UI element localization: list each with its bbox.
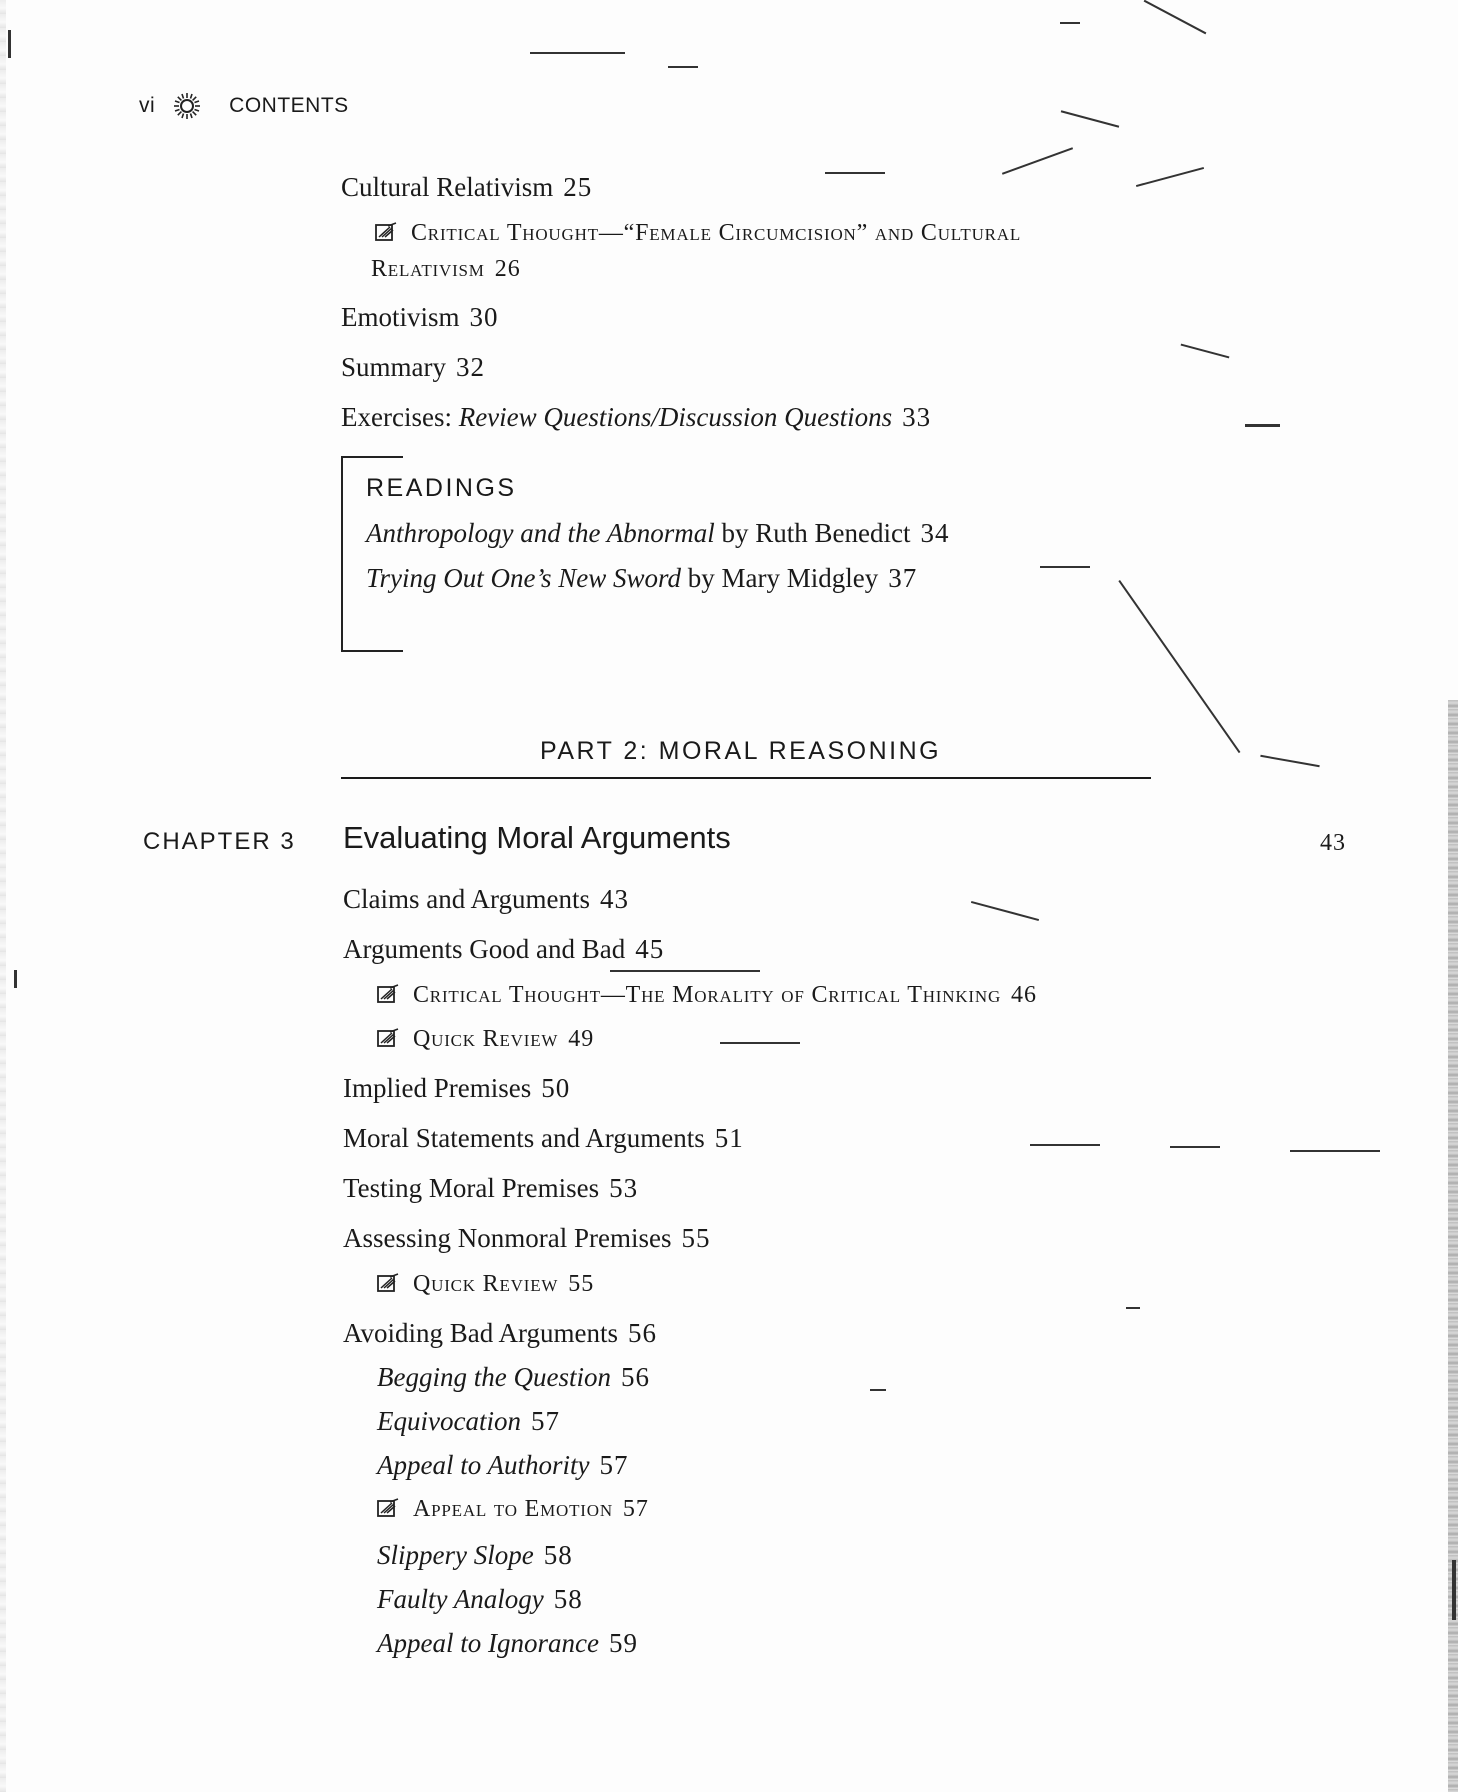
toc-entry-page: 49 — [568, 1026, 595, 1052]
part-title: PART 2: MORAL REASONING — [540, 737, 942, 765]
toc-subentry — [377, 1406, 560, 1437]
toc-subentry — [377, 1628, 638, 1659]
reading-item — [366, 563, 917, 594]
toc-entry-page: 58 — [553, 1584, 583, 1614]
toc-entry — [343, 1123, 744, 1154]
toc-subentry — [377, 1362, 650, 1393]
scan-noise — [1181, 344, 1230, 359]
reading-title: Trying Out One’s New Sword — [366, 563, 682, 593]
scan-noise — [8, 30, 11, 58]
toc-entry-title: Appeal to Emotion — [413, 1496, 613, 1522]
toc-entry — [343, 884, 629, 915]
chapter-title: Evaluating Moral Arguments — [343, 820, 731, 855]
toc-entry-page: 46 — [1011, 982, 1038, 1008]
reading-page: 34 — [920, 518, 950, 548]
scan-noise — [870, 1389, 886, 1391]
header-section-title: CONTENTS — [229, 94, 349, 117]
reading-title: Anthropology and the Abnormal — [366, 518, 715, 548]
feature-box-icon — [377, 1028, 399, 1048]
toc-entry-title: Emotivism — [341, 302, 460, 332]
reading-page: 37 — [888, 563, 918, 593]
toc-entry — [343, 1318, 657, 1349]
toc-entry-title: Cultural Relativism — [341, 172, 554, 202]
scan-noise — [1136, 167, 1204, 187]
toc-entry-title-prefix: Exercises: — [341, 402, 452, 432]
scan-noise — [1061, 110, 1119, 127]
toc-entry-page: 26 — [494, 256, 521, 282]
toc-entry-title: Appeal to Authority — [377, 1450, 590, 1480]
toc-subentry — [377, 1450, 628, 1481]
toc-entry-page: 55 — [568, 1271, 595, 1297]
scan-noise — [1245, 424, 1280, 427]
chapter-page-number: 43 — [1320, 830, 1346, 856]
toc-subentry-boxed — [377, 982, 1037, 1009]
toc-entry-page: 57 — [530, 1406, 560, 1436]
toc-subentry-boxed — [377, 1026, 594, 1053]
toc-entry-page: 56 — [620, 1362, 650, 1392]
toc-entry-title: Slippery Slope — [377, 1540, 534, 1570]
scan-edge-right — [1448, 700, 1458, 1792]
feature-box-icon — [375, 222, 397, 242]
toc-entry-title: Begging the Question — [377, 1362, 611, 1392]
toc-entry-title: Faulty Analogy — [377, 1584, 544, 1614]
toc-subentry-boxed — [377, 1271, 594, 1298]
toc-entry-page: 45 — [635, 934, 665, 964]
scan-edge-left — [0, 0, 6, 1792]
scan-noise — [1144, 0, 1207, 34]
toc-subentry — [377, 1540, 573, 1571]
toc-entry-page: 59 — [608, 1628, 638, 1658]
scan-noise — [668, 66, 698, 68]
running-header — [139, 92, 349, 120]
header-page-number: vi — [139, 94, 156, 117]
toc-entry-title: Equivocation — [377, 1406, 521, 1436]
toc-entry-page: 57 — [622, 1496, 649, 1522]
toc-entry-title: Assessing Nonmoral Premises — [343, 1223, 672, 1253]
toc-entry-page: 32 — [456, 352, 485, 382]
toc-entry — [341, 352, 485, 383]
toc-entry — [341, 402, 931, 433]
toc-entry-title: Quick Review — [413, 1026, 559, 1052]
toc-entry — [343, 934, 664, 965]
toc-entry-page: 25 — [563, 172, 593, 202]
critical-thought-entry-line2 — [371, 256, 521, 283]
scan-noise — [971, 901, 1039, 921]
toc-subentry — [377, 1584, 583, 1615]
scan-noise — [1060, 22, 1080, 24]
scan-noise — [1002, 147, 1073, 175]
toc-entry-title: Summary — [341, 352, 446, 382]
toc-entry-title: Arguments Good and Bad — [343, 934, 626, 964]
scan-noise — [1040, 566, 1090, 568]
toc-entry-page: 30 — [469, 302, 499, 332]
toc-entry — [341, 172, 592, 203]
toc-entry-title-italic: Review Questions/Discussion Questions — [458, 402, 893, 432]
feature-box-icon — [377, 1273, 399, 1293]
toc-entry-title: Avoiding Bad Arguments — [343, 1318, 618, 1348]
scan-noise — [1452, 1560, 1456, 1620]
critical-thought-entry — [375, 220, 1021, 247]
toc-entry-title: Implied Premises — [343, 1073, 532, 1103]
critical-thought-title-line1: Critical Thought—“Female Circumcision” and Cultural — [411, 220, 1022, 246]
chapter-label: CHAPTER 3 — [143, 828, 296, 855]
part-rule-divider — [341, 777, 1151, 779]
critical-thought-title-line2: Relativism — [371, 256, 485, 282]
toc-entry-page: 55 — [681, 1223, 711, 1253]
readings-title: READINGS — [366, 474, 517, 502]
toc-entry-title: Quick Review — [413, 1271, 559, 1297]
toc-entry-page: 50 — [541, 1073, 571, 1103]
scan-noise — [610, 970, 760, 972]
scan-noise — [1170, 1146, 1220, 1148]
toc-entry-title: Testing Moral Premises — [343, 1173, 600, 1203]
toc-entry — [343, 1173, 638, 1204]
toc-entry-page: 53 — [609, 1173, 639, 1203]
scan-noise — [825, 172, 885, 174]
toc-entry-title: Moral Statements and Arguments — [343, 1123, 705, 1153]
toc-entry-title: Critical Thought—The Morality of Critical Thinking — [413, 982, 1002, 1008]
toc-entry-title: Claims and Arguments — [343, 884, 590, 914]
toc-entry-page: 57 — [599, 1450, 629, 1480]
reading-author: by Ruth Benedict — [721, 518, 911, 548]
toc-entry — [341, 302, 499, 333]
scan-noise — [1126, 1307, 1140, 1309]
reading-item — [366, 518, 949, 549]
toc-entry-page: 56 — [628, 1318, 657, 1348]
toc-entry-page: 43 — [600, 884, 629, 914]
sun-ornament-icon — [173, 92, 201, 120]
reading-author: by Mary Midgley — [687, 563, 879, 593]
feature-box-icon — [377, 1498, 399, 1518]
scan-noise — [530, 52, 625, 54]
toc-entry — [343, 1223, 710, 1254]
toc-subentry-boxed — [377, 1496, 649, 1523]
toc-entry-page: 51 — [714, 1123, 744, 1153]
feature-box-icon — [377, 984, 399, 1004]
toc-entry-title: Appeal to Ignorance — [377, 1628, 599, 1658]
toc-entry-page: 33 — [902, 402, 932, 432]
scan-noise — [1260, 755, 1319, 767]
toc-entry-page: 58 — [543, 1540, 573, 1570]
scan-noise — [1290, 1150, 1380, 1152]
scan-noise — [14, 970, 17, 988]
scan-noise — [1030, 1144, 1100, 1146]
scan-noise — [720, 1042, 800, 1044]
toc-entry — [343, 1073, 570, 1104]
scan-noise — [1118, 580, 1240, 753]
